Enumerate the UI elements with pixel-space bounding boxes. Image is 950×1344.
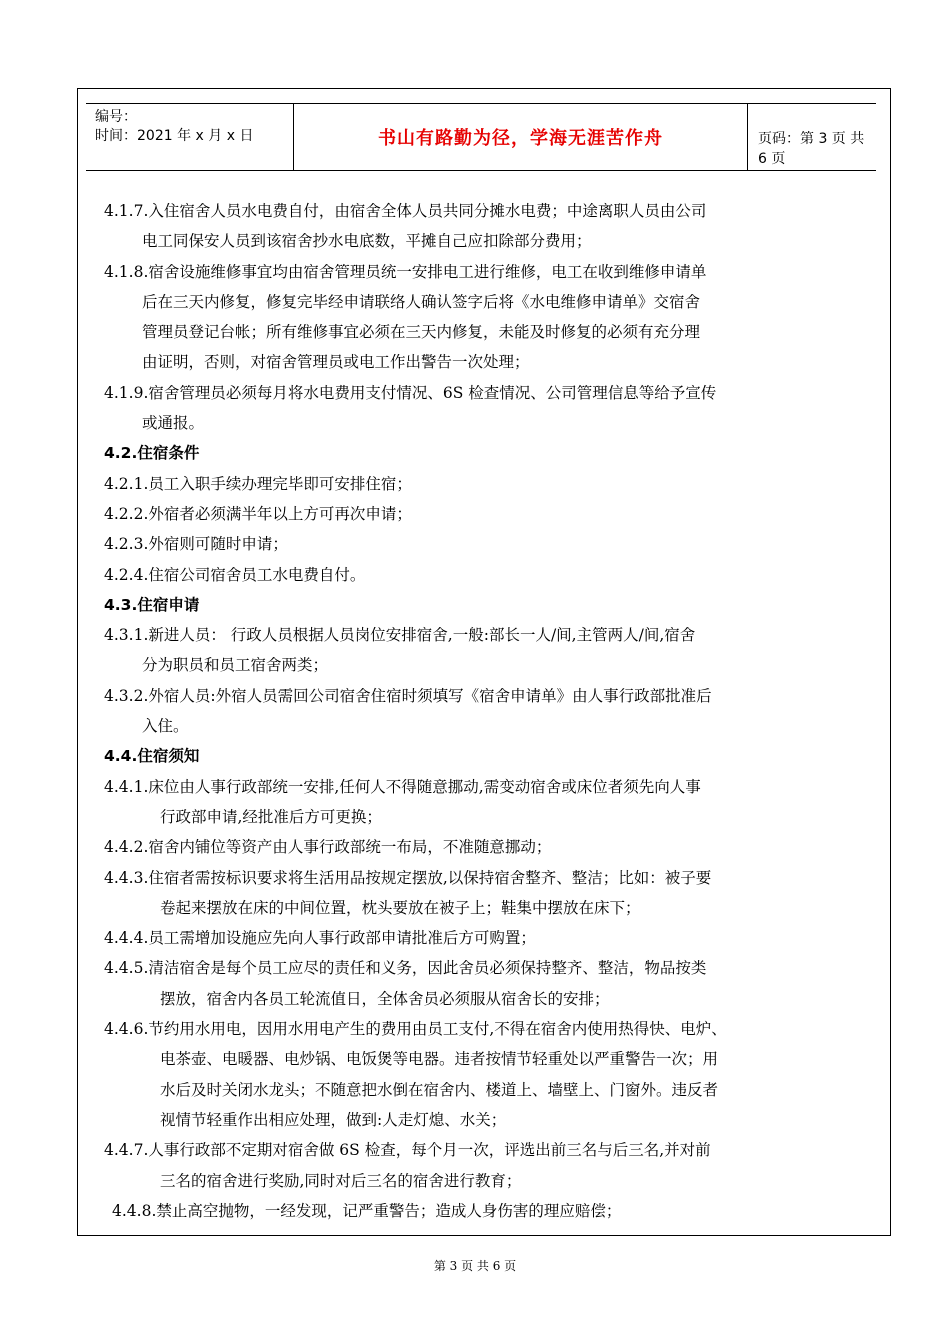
clause-4-4-6-cont: 电茶壶、电暖器、电炒锅、电饭煲等电器。违者按情节轻重处以严重警告一次；用 xyxy=(160,1050,719,1069)
clause-4-3-1-cont: 分为职员和员工宿舍两类； xyxy=(142,656,329,675)
clause-4-3-2: 4.3.2.外宿人员:外宿人员需回公司宿舍住宿时须填写《宿舍申请单》由人事行政部批准后 xyxy=(104,686,712,705)
clause-4-1-8: 4.1.8.宿舍设施维修事宜均由宿舍管理员统一安排电工进行维修，电工在收到维修申请单 xyxy=(104,262,707,281)
clause-4-4-4: 4.4.4.员工需增加设施应先向人事行政部申请批准后方可购置； xyxy=(104,929,536,948)
clause-4-1-8-cont: 后在三天内修复，修复完毕经申请联络人确认签字后将《水电维修申请单》交宿舍 xyxy=(142,292,701,311)
clause-4-4-3: 4.4.3.住宿者需按标识要求将生活用品按规定摆放,以保持宿舍整齐、整洁；比如：被子要 xyxy=(104,868,712,887)
document-header xyxy=(86,103,876,171)
clause-4-4-7-cont: 三名的宿舍进行奖励,同时对后三名的宿舍进行教育； xyxy=(160,1171,522,1190)
number-label: 编号： xyxy=(95,109,137,125)
page-footer: 第 3 页 共 6 页 xyxy=(433,1259,517,1273)
document-body xyxy=(104,196,864,1226)
page-indicator: 页码：第 3 页 共 6 页 xyxy=(758,131,865,167)
clause-4-4-8: 4.4.8.禁止高空抛物，一经发现，记严重警告；造成人身伤害的理应赔偿； xyxy=(112,1201,622,1220)
clause-4-4-1-cont: 行政部申请,经批准后方可更换； xyxy=(160,807,382,826)
clause-4-1-9-cont: 或通报。 xyxy=(142,414,205,433)
time-label: 时间：2021 年 x 月 x 日 xyxy=(95,128,254,144)
clause-4-2-4: 4.2.4.住宿公司宿舍员工水电费自付。 xyxy=(104,565,366,584)
clause-4-1-9: 4.1.9.宿舍管理员必须每月将水电费用支付情况、6S 检查情况、公司管理信息等给予宣传 xyxy=(104,383,717,402)
clause-4-1-8-cont: 管理员登记台帐；所有维修事宜必须在三天内修复，未能及时修复的必须有充分理 xyxy=(142,323,701,342)
section-4-4-heading: 4.4.住宿须知 xyxy=(104,747,200,766)
clause-4-1-7: 4.1.7.入住宿舍人员水电费自付，由宿舍全体人员共同分摊水电费；中途离职人员由公司 xyxy=(104,202,707,220)
header-motto-cell xyxy=(293,104,748,170)
clause-4-2-2: 4.2.2.外宿者必须满半年以上方可再次申请； xyxy=(104,504,412,523)
clause-4-4-2: 4.4.2.宿舍内铺位等资产由人事行政部统一布局，不准随意挪动； xyxy=(104,838,552,857)
clause-4-2-1: 4.2.1.员工入职手续办理完毕即可安排住宿； xyxy=(104,474,412,493)
clause-4-3-2-cont: 入住。 xyxy=(142,717,189,736)
clause-4-1-7-cont: 电工同保安人员到该宿舍抄水电底数，平摊自己应扣除部分费用； xyxy=(142,232,592,251)
clause-4-4-6: 4.4.6.节约用水用电，因用水用电产生的费用由员工支付,不得在宿舍内使用热得快、电炉、 xyxy=(104,1020,727,1039)
header-meta xyxy=(95,108,253,146)
clause-4-1-8-cont: 由证明，否则，对宿舍管理员或电工作出警告一次处理； xyxy=(142,353,530,372)
clause-4-4-7: 4.4.7.人事行政部不定期对宿舍做 6S 检查，每个月一次，评选出前三名与后三名,并对前 xyxy=(104,1141,711,1160)
clause-4-3-1: 4.3.1.新进人员： 行政人员根据人员岗位安排宿舍,一般:部长一人/间,主管两人/间,宿舍 xyxy=(104,626,696,645)
clause-4-4-6-cont: 水后及时关闭水龙头；不随意把水倒在宿舍内、楼道上、墙壁上、门窗外。违反者 xyxy=(160,1080,719,1099)
clause-4-2-3: 4.2.3.外宿则可随时申请； xyxy=(104,535,288,554)
clause-4-4-3-cont: 卷起来摆放在床的中间位置，枕头要放在被子上；鞋集中摆放在床下； xyxy=(160,898,641,917)
clause-4-4-1: 4.4.1.床位由人事行政部统一安排,任何人不得随意挪动,需变动宿舍或床位者须先向人事 xyxy=(104,777,701,796)
section-4-2-heading: 4.2.住宿条件 xyxy=(104,444,200,463)
clause-4-4-5-cont: 摆放，宿舍内各员工轮流值日，全体舍员必须服从宿舍长的安排； xyxy=(160,989,610,1008)
clause-4-4-6-cont: 视情节轻重作出相应处理，做到:人走灯熄、水关； xyxy=(160,1110,507,1129)
motto: 书山有路勤为径，学海无涯苦作舟 xyxy=(378,128,663,149)
clause-4-4-5: 4.4.5.清洁宿舍是每个员工应尽的责任和义务，因此舍员必须保持整齐、整洁，物品按类 xyxy=(104,959,707,978)
section-4-3-heading: 4.3.住宿申请 xyxy=(104,595,200,614)
